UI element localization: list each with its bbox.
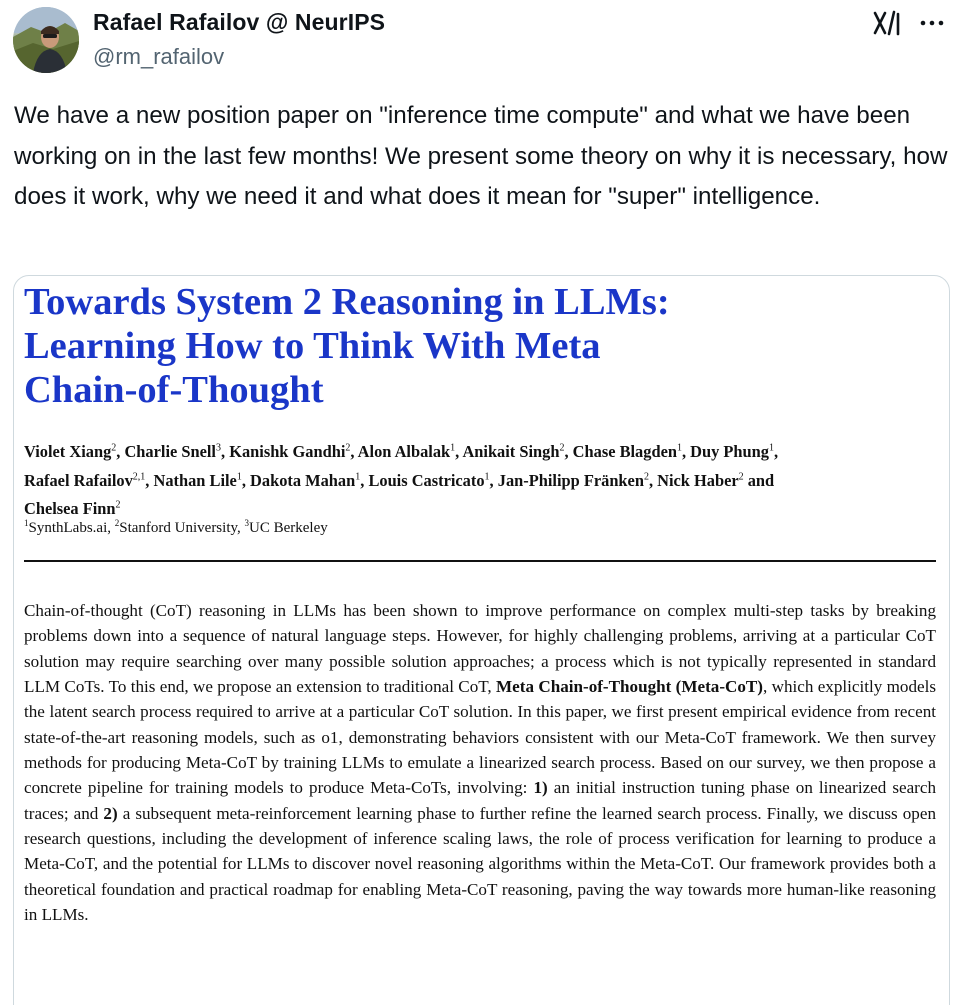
author-entry: Charlie Snell$^3$,: [124, 442, 230, 462]
author-entry: Alon Albalak$^1$,: [357, 442, 463, 462]
tweet-text: We have a new position paper on "inference time compute" and what we have been working on in the last few months! We present some theory on why it is necessary, how does it work, why we need it and what does it mean for "super" intelligence.: [14, 102, 948, 210]
paper-authors: [24, 436, 934, 521]
author-entry: Dakota Mahan$^1$,: [250, 470, 369, 490]
author-entry: Kanishk Gandhi$^2$,: [229, 442, 358, 462]
more-options-icon[interactable]: [918, 10, 946, 36]
paper-title-line: Chain-of-Thought: [24, 369, 324, 411]
author-entry: Jan-Philipp Fränken$^2$,: [497, 470, 658, 490]
paper-affiliations: $^1$SynthLabs.ai, $^2$Stanford University, $^3$UC Berkeley: [24, 518, 328, 536]
paper-title-line: Learning How to Think With Meta: [24, 325, 601, 367]
paper-title-line: Towards System 2 Reasoning in LLMs:: [24, 281, 670, 323]
divider: [24, 560, 936, 562]
paper-abstract: Chain-of-thought (CoT) reasoning in LLMs has been shown to improve performance on complex multi-step tasks by breaking problems down into a sequence of natural language steps. However, for highly challenging problems, arriving at a particular CoT solution may require searching over many possible solution approaches; a process which is not typically represented in standard LLM CoTs. To this end, we propose an extension to traditional CoT, Meta Chain-of-Thought (Meta-CoT), which explicitly models the latent search process required to arrive at a particular CoT solution. In this paper, we first present empirical evidence from recent state-of-the-art reasoning models, such as o1, demonstrating behaviors consistent with our Meta-CoT framework. We then survey methods for producing Meta-CoT by training LLMs to emulate a linearized search process. Based on our survey, we then propose a concrete pipeline for training models to produce Meta-CoTs, involving: 1) an initial instruction tuning phase on linearized search traces; and 2) a subsequent meta-reinforcement learning phase to further refine the learned search process. Finally, we discuss open research questions, including the development of inference scaling laws, the role of process verification for learning to produce a Meta-CoT, and the potential for LLMs to discover novel reasoning algorithms within the Meta-CoT. Our framework provides both a theoretical foundation and practical roadmap for enabling Meta-CoT reasoning, paving the way towards more human-like reasoning in LLMs.: [24, 601, 937, 925]
grok-icon[interactable]: [872, 10, 902, 36]
media-image[interactable]: [13, 275, 950, 1005]
author-entry: Duy Phung$^1$,: [690, 442, 779, 462]
author-entry: Chase Blagden$^1$,: [572, 442, 691, 462]
author-entry: Rafael Rafailov$^{2,1}$,: [24, 470, 154, 490]
avatar[interactable]: [13, 7, 79, 73]
author-name[interactable]: Rafael Rafailov @ NeurIPS: [93, 9, 386, 35]
author-entry: Chelsea Finn$^2$: [24, 499, 121, 519]
author-entry: Violet Xiang$^2$,: [24, 442, 125, 462]
author-entry: Nick Haber$^2$ and: [657, 470, 775, 490]
author-entry: Nathan Lile$^1$,: [153, 470, 251, 490]
author-entry: Louis Castricato$^1$,: [368, 470, 498, 490]
author-handle[interactable]: @rm_rafailov: [93, 44, 225, 69]
author-entry: Anikait Singh$^2$,: [462, 442, 573, 462]
